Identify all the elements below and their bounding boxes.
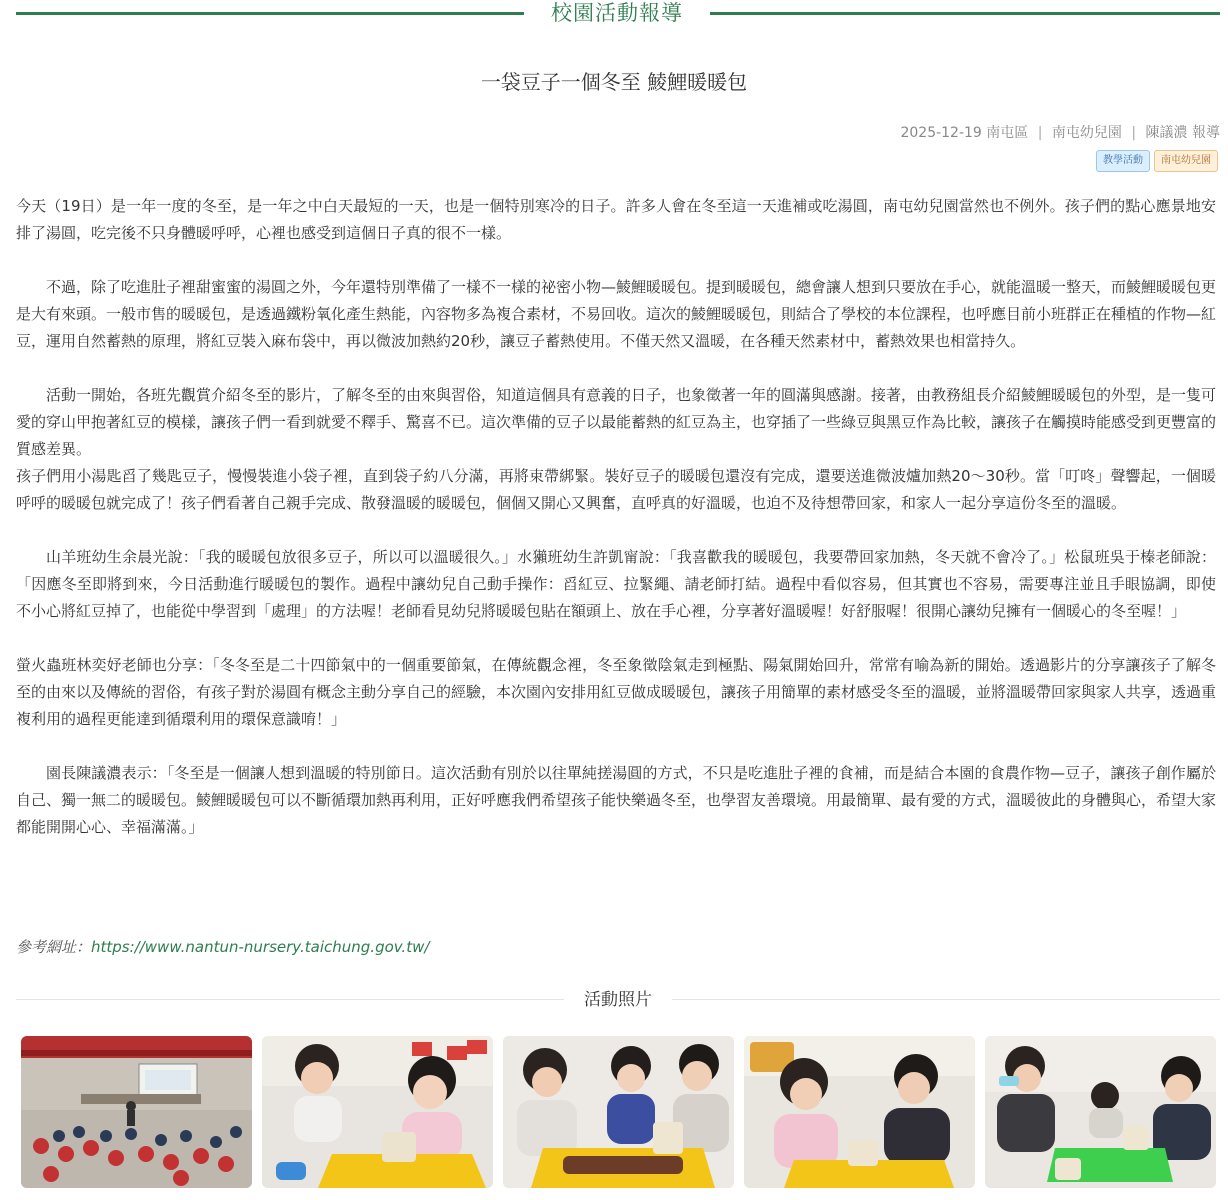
photo-gallery: [21, 1036, 1217, 1188]
tag-school[interactable]: 南屯幼兒園: [1154, 150, 1218, 172]
article-body: [16, 193, 1216, 868]
article-date: 2025-12-19: [900, 125, 982, 141]
paragraph-5: 山羊班幼生余晨光說：「我的暖暖包放很多豆子，所以可以溫暖很久。」水獺班幼生許凱甯說：「我喜歡我的暖暖包，我要帶回家加熱，冬天就不會冷了。」松鼠班吳于榛老師說：「因應冬至即將到來，今日活動進行暖暖包的製作。過程中讓幼兒自己動手操作：舀紅豆、拉緊繩、請老師打結。過程中看似容易，但其實也不容易，需要專注並且手眼協調，即使不小心將紅豆掉了，也能從中學習到「處理」的方法喔！老師看見幼兒將暖暖包貼在額頭上、放在手心裡，分享著好溫暖喔！好舒服喔！很開心讓幼兒擁有一個暖心的冬至喔！」: [16, 548, 1216, 620]
auditorium-image: [21, 1036, 252, 1188]
paragraph-6: 螢火蟲班林奕妤老師也分享：「冬冬至是二十四節氣中的一個重要節氣，在傳統觀念裡，冬至象徵陰氣走到極點、陽氣開始回升，常常有喻為新的開始。透過影片的分享讓孩子了解冬至的由來以及傳統的習俗，有孩子對於湯圓有概念主動分享自己的經驗，本次園內安排用紅豆做成暖暖包，讓孩子用簡單的素材感受冬至的溫暖，並將溫暖帶回家與家人共享，透過重複利用的過程更能達到循環利用的環保意識唷！」: [16, 656, 1217, 728]
article-district: 南屯區: [986, 125, 1029, 141]
header-rule-right: [710, 12, 1220, 15]
photo-thumbnail-2[interactable]: [262, 1036, 493, 1188]
paragraph-3: 活動一開始，各班先觀賞介紹冬至的影片，了解冬至的由來與習俗，知道這個具有意義的日子，也象徵著一年的圓滿與感謝。接著，由教務組長介紹鯪鯉暖暖包的外型，是一隻可愛的穿山甲抱著紅豆的模樣，讓孩子們一看到就愛不釋手、驚喜不已。這次準備的豆子以最能蓄熱的紅豆為主，也穿插了一些綠豆與黑豆作為比較，讓孩子在觸摸時能感受到更豐富的質感差異。: [16, 386, 1217, 458]
children-scooping-image: [262, 1036, 493, 1188]
meta-separator: |: [1131, 125, 1137, 141]
photo-section-header: [16, 986, 1220, 1014]
photo-thumbnail-5[interactable]: [985, 1036, 1216, 1188]
header-rule-left: [16, 12, 524, 15]
reference-label: 參考網址：: [16, 938, 92, 956]
photo-thumbnail-1[interactable]: [21, 1036, 252, 1188]
photo-thumbnail-3[interactable]: [503, 1036, 734, 1188]
reference-link[interactable]: https://www.nantun-nursery.taichung.gov.tw/: [91, 938, 430, 956]
children-bean-box-image: [744, 1036, 975, 1188]
reference-line: [16, 932, 429, 962]
article-reporter: 陳議濃 報導: [1145, 125, 1220, 141]
article-meta: [900, 122, 1220, 144]
photo-thumbnail-4[interactable]: [744, 1036, 975, 1188]
photo-rule-left: [16, 999, 564, 1000]
article-school: 南屯幼兒園: [1051, 125, 1122, 141]
article-title: 一袋豆子一個冬至 鯪鯉暖暖包: [480, 70, 748, 94]
photo-section-title: 活動照片: [584, 990, 652, 1010]
paragraph-7: 園長陳議濃表示：「冬至是一個讓人想到溫暖的特別節日。這次活動有別於以往單純搓湯圓的方式，不只是吃進肚子裡的食補，而是結合本園的食農作物—豆子，讓孩子創作屬於自己、獨一無二的暖暖包。鯪鯉暖暖包可以不斷循環加熱再利用，正好呼應我們希望孩子能快樂過冬至，也學習友善環境。用最簡單、最有愛的方式，溫暖彼此的身體與心，希望大家都能開開心心、幸福滿滿。」: [16, 764, 1217, 836]
meta-separator: |: [1037, 125, 1043, 141]
tag-list: [1096, 150, 1218, 172]
photo-rule-right: [672, 999, 1220, 1000]
children-green-tray-image: [985, 1036, 1216, 1188]
paragraph-2: 不過，除了吃進肚子裡甜蜜蜜的湯圓之外，今年還特別準備了一樣不一樣的祕密小物—鯪鯉暖暖包。提到暖暖包，總會讓人想到只要放在手心，就能溫暖一整天，而鯪鯉暖暖包更是大有來頭。一般市售的暖暖包，是透過鐵粉氧化產生熱能，內容物多為複合素材，不易回收。這次的鯪鯉暖暖包，則結合了學校的本位課程，也呼應目前小班群正在種植的作物—紅豆，運用自然蓄熱的原理，將紅豆裝入麻布袋中，再以微波加熱約20秒，讓豆子蓄熱使用。不僅天然又溫暖，在各種天然素材中，蓄熱效果也相當持久。: [16, 278, 1217, 350]
paragraph-1: 今天（19日）是一年一度的冬至，是一年之中白天最短的一天，也是一個特別寒冷的日子。許多人會在冬至這一天進補或吃湯圓，南屯幼兒園當然也不例外。孩子們的點心應景地安排了湯圓，吃完後不只身體暖呼呼，心裡也感受到這個日子真的很不一樣。: [16, 197, 1216, 242]
section-title: 校園活動報導: [551, 1, 683, 25]
tag-teaching-activity[interactable]: 教學活動: [1096, 150, 1150, 172]
children-filling-bags-image: [503, 1036, 734, 1188]
section-header: [16, 0, 1220, 28]
paragraph-4: 孩子們用小湯匙舀了幾匙豆子，慢慢裝進小袋子裡，直到袋子約八分滿，再將束帶綁緊。裝好豆子的暖暖包還沒有完成，還要送進微波爐加熱20～30秒。當「叮咚」聲響起，一個暖呼呼的暖暖包就完成了！孩子們看著自己親手完成、散發溫暖的暖暖包，個個又開心又興奮，直呼真的好溫暖，也迫不及待想帶回家，和家人一起分享這份冬至的溫暖。: [16, 467, 1216, 512]
